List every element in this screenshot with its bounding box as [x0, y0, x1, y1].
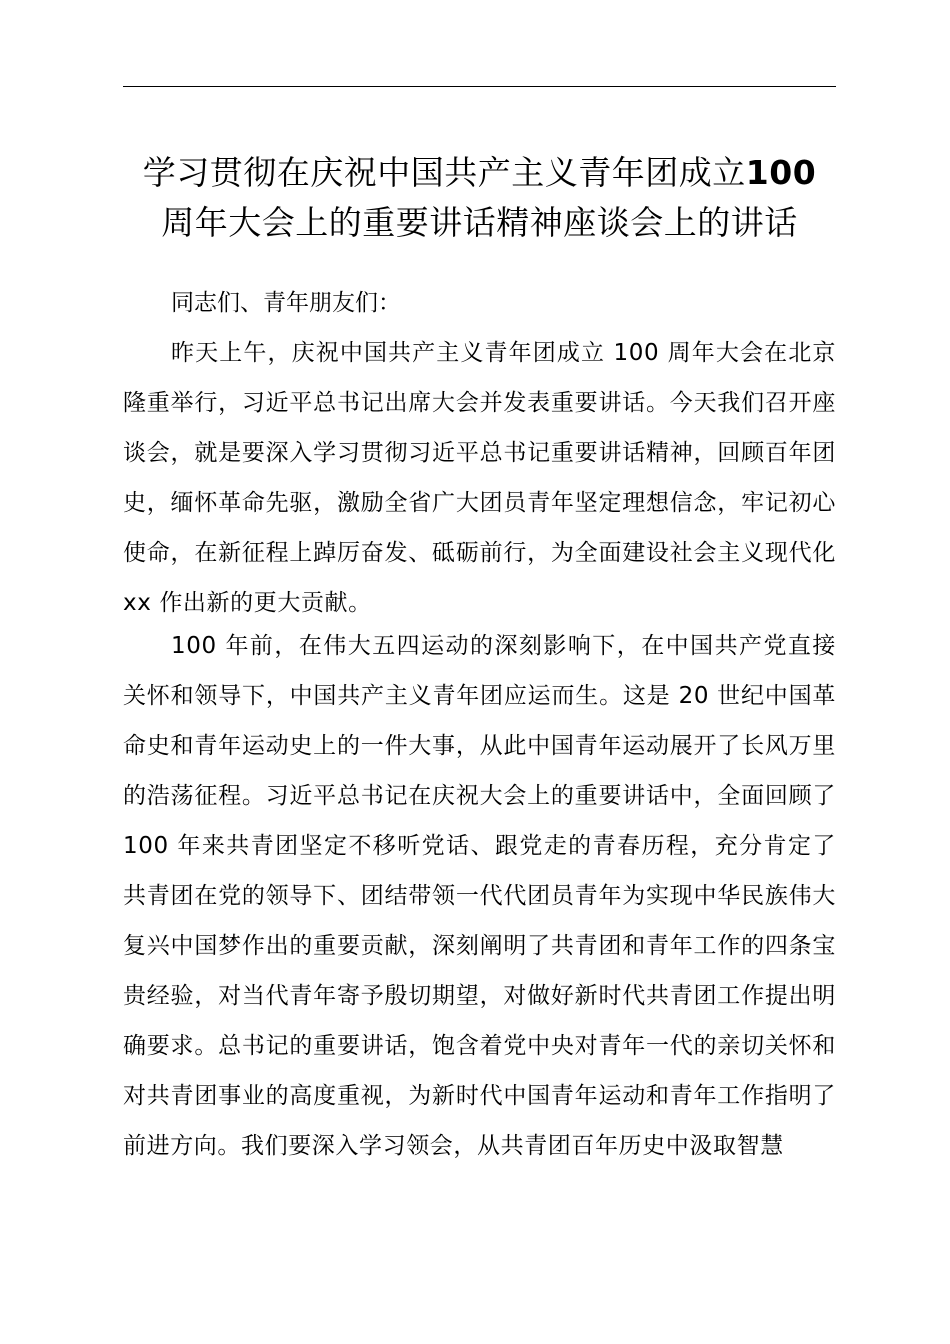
title-line2: 周年大会上的重要讲话精神座谈会上的讲话 [161, 203, 798, 242]
paragraph-1: 昨天上午，庆祝中国共产主义青年团成立 100 周年大会在北京隆重举行，习近平总书记出席大会并发表重要讲话。今天我们召开座谈会，就是要深入学习贯彻习近平总书记重要讲话精神，回顾百年团史，缅怀革命先驱，激励全省广大团员青年坚定理想信念，牢记初心使命，在新征程上踔厉奋发、砥砺前行，为全面建设社会主义现代化 xx 作出新的更大贡献。 [123, 340, 836, 616]
salutation: 同志们、青年朋友们： [171, 290, 401, 316]
title-line1-text: 学习贯彻在庆祝中国共产主义青年团成立 [142, 153, 746, 192]
header-rule [123, 86, 836, 87]
paragraph-2: 100 年前，在伟大五四运动的深刻影响下，在中国共产党直接关怀和领导下，中国共产主义青年团应运而生。这是 20 世纪中国革命史和青年运动史上的一件大事，从此中国青年运动展开了长风万里的浩荡征程。习近平总书记在庆祝大会上的重要讲话中，全面回顾了 100 年来共青团坚定不移听党话、跟党走的青春历程，充分肯定了共青团在党的领导下、团结带领一代代团员青年为实现中华民族伟大复兴中国梦作出的重要贡献，深刻阐明了共青团和青年工作的四条宝贵经验，对当代青年寄予殷切期望，对做好新时代共青团工作提出明确要求。总书记的重要讲话，饱含着党中央对青年一代的亲切关怀和对共青团事业的高度重视，为新时代中国青年运动和青年工作指明了前进方向。我们要深入学习领会，从共青团百年历史中汲取智慧 [123, 633, 836, 1159]
document-title [118, 148, 841, 248]
title-line1-number: 100 [745, 153, 817, 192]
